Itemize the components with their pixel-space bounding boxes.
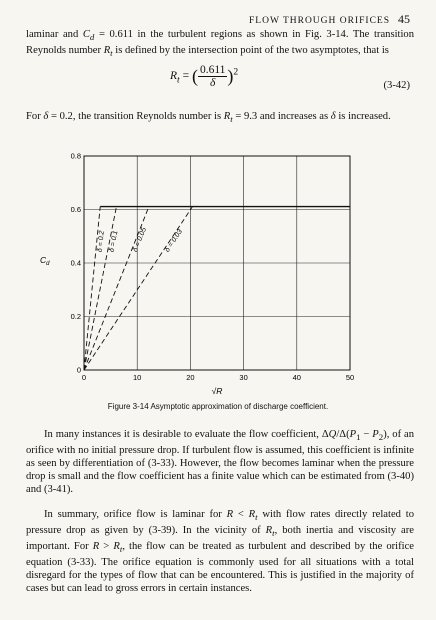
eq-lhs: R xyxy=(170,70,178,83)
intro-paragraph: laminar and $C_d = 0.611$ in the turbulent regions as shown in Fig. 3-14. The transition Reynolds number $R_t$ is defined by the intersection point of the two asymptotes, that is xyxy=(26,29,414,59)
y-tick-label: 0.2 xyxy=(70,312,81,321)
delta-paragraph: For δ = 0.2, the transition Reynolds number is $R_t = 9.3$ and increases as δ is increased. xyxy=(26,111,391,125)
series-label: δ = 0.05 xyxy=(132,226,149,254)
x-tick-label: 0 xyxy=(81,373,87,382)
eq-numerator: 0.611 xyxy=(199,64,226,76)
x-tick-label: 30 xyxy=(239,373,248,382)
running-title: FLOW THROUGH ORIFICES xyxy=(249,16,390,26)
x-tick-label: 20 xyxy=(186,373,195,382)
series-label: δ = 0.1 xyxy=(108,230,120,253)
eq-denominator: δ xyxy=(210,77,216,89)
flow-coefficient-paragraph: In many instances it is desirable to evaluate the flow coefficient, $\Delta Q/\Delta(P_1 - P_2)$, of an orifice with no initial pressure drop. If turbulent flow is assumed, this coefficient is infinite as seen by differentiation of (3-33). However, the flow becomes laminar when the pressure drop is small and the flow coefficient has a finite value which can be estimated from (3-40) and (3-41). xyxy=(26,429,414,496)
page-number: 45 xyxy=(398,12,410,26)
x-tick-label: 50 xyxy=(345,373,355,382)
y-tick-label: 0 xyxy=(76,365,81,375)
equation-number: (3-42) xyxy=(383,80,410,91)
x-tick-label: 10 xyxy=(133,373,142,382)
equation-3-42: $R_t$ = ( $\frac{0.611}{\delta}$ )$^2$ xyxy=(170,64,239,89)
eq-exponent: 2 xyxy=(233,66,239,78)
summary-paragraph: In summary, orifice flow is laminar for $R < R_t$ with flow rates directly related to pressure drop as given by (3-39). In the vicinity of $R_t$, both inertia and viscosity are important. For $R > R_t$, the flow can be treated as turbulent and described by the orifice equation (3-33). The orifice equation is commonly used for all situations with a total disregard for the types of flow that can be encountered. This is justified in the majority of cases but can lead to gross errors in certain instances. xyxy=(26,509,414,595)
x-axis-label: √R xyxy=(211,386,223,396)
y-tick-label: 0.6 xyxy=(70,205,81,214)
y-axis-label: $C_d$ xyxy=(40,255,50,267)
series-label: δ = 0.03 xyxy=(163,228,184,254)
figure-caption: Figure 3-14 Asymptotic approximation of discharge coefficient. xyxy=(107,402,329,411)
x-tick-label: 40 xyxy=(292,373,301,382)
y-tick-label: 0.4 xyxy=(70,258,81,268)
series-label: δ = 0.2 xyxy=(96,230,106,253)
y-tick-label: 0.8 xyxy=(70,151,81,161)
